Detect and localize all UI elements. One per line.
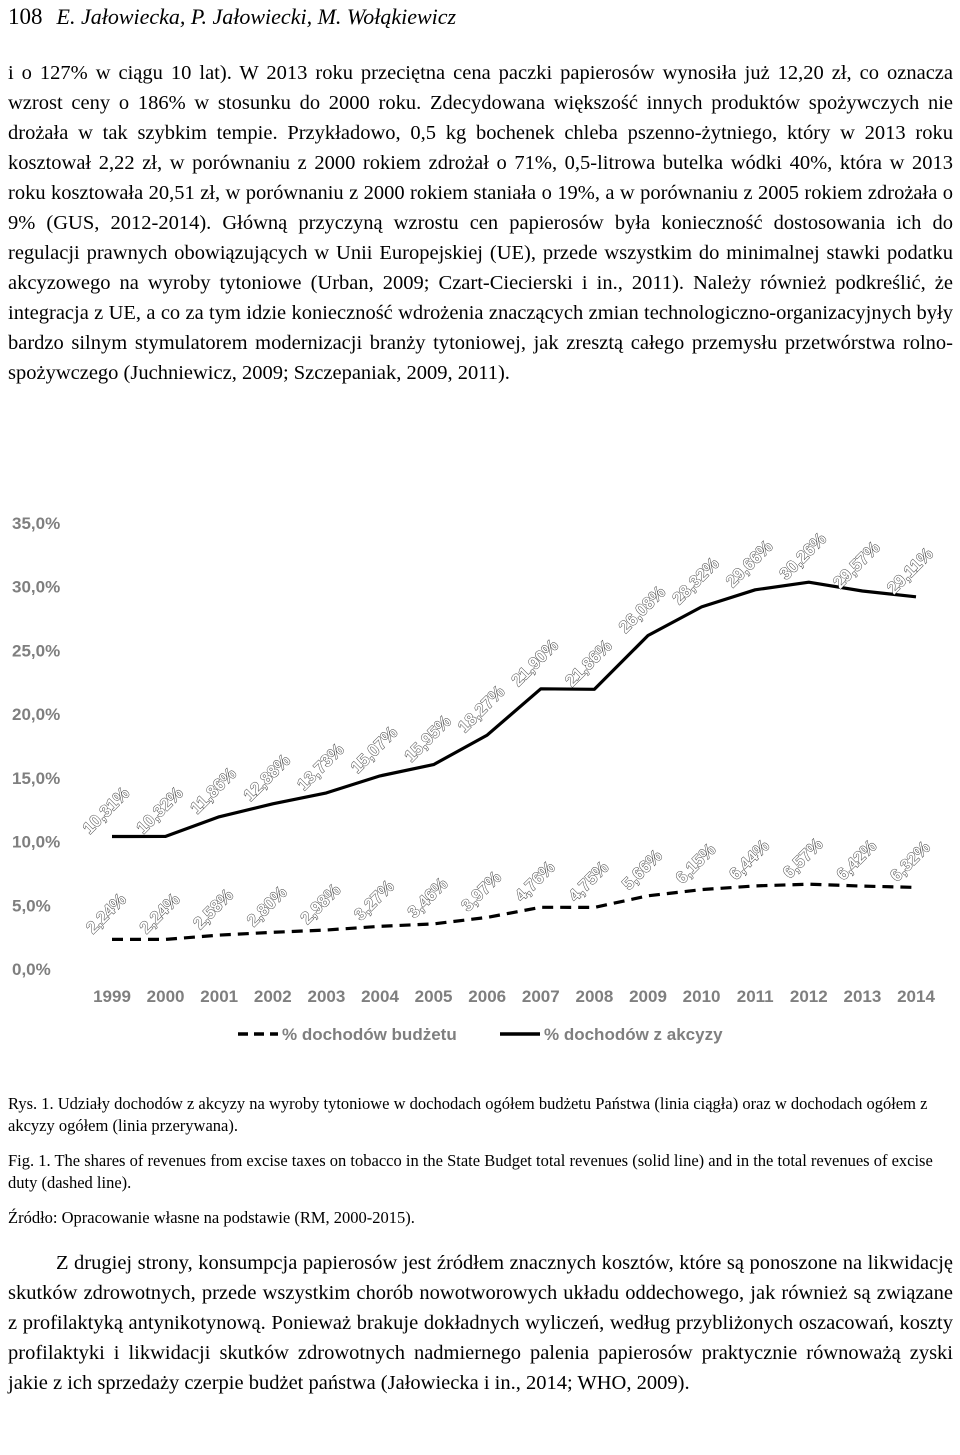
x-tick-label: 2005	[414, 987, 453, 1006]
x-tick-label: 1999	[93, 987, 131, 1006]
figure-caption-en: Fig. 1. The shares of revenues from excise taxes on tobacco in the State Budget total revenues (solid line) and in the total revenues of excise duty (dashed line).	[8, 1151, 933, 1192]
data-label: 2,24%	[135, 889, 184, 938]
x-tick-label: 2010	[682, 987, 721, 1006]
data-label: 6,32%	[886, 837, 934, 886]
x-tick-label: 2011	[736, 987, 774, 1006]
data-label: 6,15%	[671, 839, 720, 888]
data-label: 3,27%	[350, 876, 398, 925]
data-label: 3,46%	[403, 874, 452, 922]
y-tick-label: 25,0%	[12, 641, 61, 661]
data-label: 29,57%	[829, 537, 884, 593]
x-tick-label: 2006	[468, 987, 507, 1006]
line-chart	[0, 508, 960, 1088]
data-label: 6,42%	[832, 836, 881, 885]
data-label: 5,66%	[618, 846, 666, 894]
data-label: 2,24%	[82, 889, 130, 938]
page-header	[8, 4, 456, 34]
data-label: 6,44%	[725, 836, 774, 884]
data-label: 2,58%	[189, 885, 238, 933]
legend-label: % dochodów z akcyzy	[544, 1025, 723, 1044]
x-tick-label: 2014	[897, 987, 935, 1006]
x-tick-label: 2001	[200, 987, 239, 1006]
x-tick-label: 2013	[843, 987, 882, 1006]
y-tick-label: 10,0%	[12, 832, 61, 852]
x-tick-label: 2002	[253, 987, 292, 1006]
data-label: 12,88%	[239, 750, 295, 805]
data-label: 21,86%	[561, 636, 616, 691]
x-tick-label: 2004	[361, 987, 399, 1006]
chart-svg	[0, 508, 960, 1088]
data-label: 28,32%	[668, 553, 723, 609]
data-labels	[79, 529, 937, 937]
data-label: 30,26%	[775, 529, 831, 584]
series-line-solid	[112, 582, 916, 836]
y-tick-label: 20,0%	[12, 705, 61, 724]
body-paragraph-2: Z drugiej strony, konsumpcja papierosów jest źródłem znacznych kosztów, które są ponoszone na likwidację skutków zdrowotnych, przede wszystkim chorób nowotworowych układu oddechowego, jak również są związane z profilaktyką antynikotynową. Ponieważ brakuje dokładnych wyliczeń, według przybliżonych oszacowań, koszty profilaktyki i likwidacji skutków zdrowotnych nadmiernego palenia papierosów praktycznie równoważą zyski jakie z ich sprzedaży czerpie budżet państwa (Jałowiecka i in., 2014; WHO, 2009).	[8, 1252, 953, 1394]
data-label: 10,32%	[132, 783, 187, 838]
x-axis-labels	[93, 987, 935, 1006]
data-label: 26,08%	[615, 582, 670, 637]
x-tick-label: 2000	[146, 987, 185, 1006]
y-tick-label: 30,0%	[12, 577, 61, 597]
data-label: 21,90%	[507, 635, 563, 690]
y-tick-label: 5,0%	[12, 896, 51, 916]
x-tick-label: 2003	[307, 987, 346, 1006]
data-label: 11,86%	[186, 764, 241, 818]
figure-source: Źródło: Opracowanie własne na podstawie (RM, 2000-2015).	[8, 1208, 415, 1227]
figure-caption-pl: Rys. 1. Udziały dochodów z akcyzy na wyroby tytoniowe w dochodach ogółem budżetu Państwa (linia ciągła) oraz w dochodach ogółem z akcyzy ogółem (linia przerywana).	[8, 1094, 928, 1135]
data-label: 6,57%	[779, 834, 827, 883]
page-number: 108	[8, 4, 43, 29]
series-lines	[112, 582, 916, 939]
data-label: 29,11%	[883, 544, 937, 598]
y-axis-labels	[12, 514, 60, 979]
data-label: 4,75%	[564, 857, 613, 906]
y-tick-label: 35,0%	[12, 513, 61, 533]
running-authors: E. Jałowiecka, P. Jałowiecki, M. Wołąkiewicz	[56, 4, 457, 29]
y-tick-label: 0,0%	[12, 960, 51, 979]
data-label: 3,97%	[457, 867, 506, 916]
chart-legend	[238, 1025, 723, 1044]
data-label: 10,31%	[79, 783, 134, 838]
y-tick-label: 15,0%	[12, 768, 61, 788]
data-label: 13,73%	[293, 739, 348, 795]
data-label: 2,98%	[296, 880, 345, 928]
data-label: 15,95%	[400, 711, 455, 766]
data-label: 18,27%	[454, 682, 509, 737]
data-label: 2,80%	[243, 882, 291, 931]
x-tick-label: 2007	[521, 987, 560, 1006]
x-tick-label: 2012	[789, 987, 828, 1006]
body-paragraph-1: i o 127% w ciągu 10 lat). W 2013 roku przeciętna cena paczki papierosów wynosiła już 12,20 zł, co oznacza wzrost ceny o 186% w stosunku do 2000 roku. Zdecydowana większość innych produktów spożywczych nie drożała w tak szybkim tempie. Przykładowo, 0,5 kg bochenek chleba pszenno-żytniego, który w 2013 roku kosztował 2,22 zł, w porównaniu z 2000 rokiem zdrożał o 71%, 0,5-litrowa butelka wódki 40%, która w 2013 roku kosztowała 20,51 zł, w porównaniu z 2000 rokiem staniała o 19%, a w porównaniu z 2005 rokiem zdrożała o 9% (GUS, 2012-2014). Główną przyczyną wzrostu cen papierosów była konieczność dostosowania ich do regulacji prawnych obowiązujących w Unii Europejskiej (UE), przede wszystkim do minimalnej stawki podatku akcyzowego na wyroby tytoniowe (Urban, 2009; Czart-Ciecierski i in., 2011). Należy również podkreślić, że integracja z UE, a co za tym idzie konieczność wdrożenia znaczących zmian technologiczno-organizacyjnych były bardzo silnym stymulatorem modernizacji branży tytoniowej, jak zresztą całego przemysłu przetwórstwa rolno-spożywczego (Juchniewicz, 2009; Szczepaniak, 2009, 2011).	[8, 62, 953, 384]
data-label: 4,76%	[511, 857, 559, 906]
x-tick-label: 2008	[575, 987, 614, 1006]
legend-label: % dochodów budżetu	[282, 1025, 457, 1044]
x-tick-label: 2009	[629, 987, 667, 1006]
data-label: 15,07%	[347, 722, 402, 778]
data-label: 29,66%	[722, 536, 777, 592]
